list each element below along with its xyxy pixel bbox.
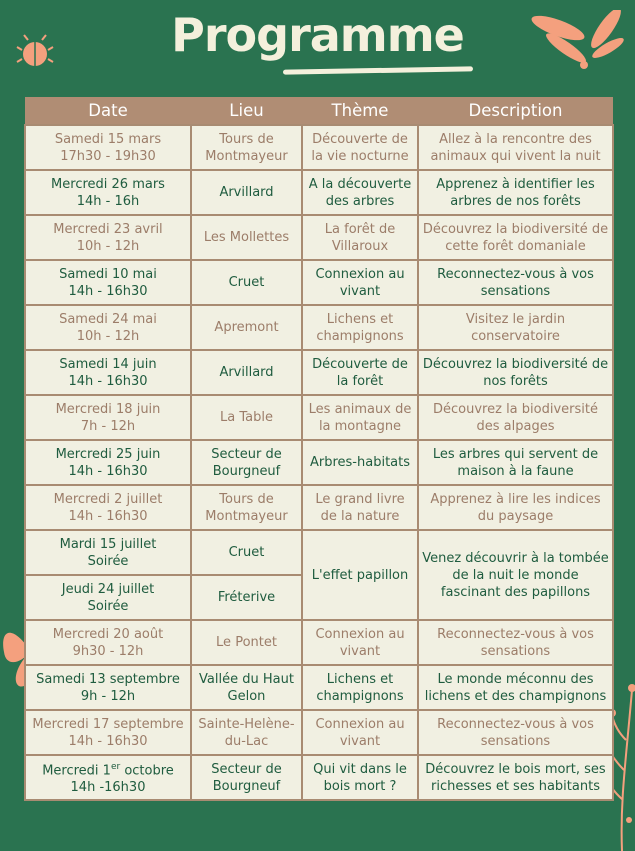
lieu-cell: Arvillard [191, 170, 302, 215]
date-cell: Samedi 10 mai 14h - 16h30 [25, 260, 191, 305]
lieu-cell: La Table [191, 395, 302, 440]
table-row [25, 620, 613, 665]
date-cell: Samedi 14 juin 14h - 16h30 [25, 350, 191, 395]
date-cell: Mercredi 25 juin 14h - 16h30 [25, 440, 191, 485]
theme-cell: Connexion au vivant [302, 620, 418, 665]
lieu-cell: Les Mollettes [191, 215, 302, 260]
theme-cell: Lichens et champignons [302, 665, 418, 710]
lieu-cell: Tours de Montmayeur [191, 125, 302, 170]
description-cell: Les arbres qui servent de maison à la faune [418, 440, 613, 485]
lieu-cell: Le Pontet [191, 620, 302, 665]
header-date: Date [25, 97, 191, 125]
theme-cell: Lichens et champignons [302, 305, 418, 350]
header-lieu: Lieu [191, 97, 302, 125]
date-cell: Mercredi 18 juin 7h - 12h [25, 395, 191, 440]
lieu-cell: Apremont [191, 305, 302, 350]
description-cell: Visitez le jardin conservatoire [418, 305, 613, 350]
description-cell: Reconnectez-vous à vos sensations [418, 260, 613, 305]
table-row [25, 530, 613, 575]
description-cell: Apprenez à identifier les arbres de nos forêts [418, 170, 613, 215]
description-cell: Allez à la rencontre des animaux qui vivent la nuit [418, 125, 613, 170]
table-row [25, 440, 613, 485]
description-cell: Le monde méconnu des lichens et des champignons [418, 665, 613, 710]
description-cell-merged: Venez découvrir à la tombée de la nuit le monde fascinant des papillons [418, 530, 613, 620]
date-cell: Mercredi 23 avril 10h - 12h [25, 215, 191, 260]
lieu-cell: Cruet [191, 260, 302, 305]
lieu-cell: Vallée du Haut Gelon [191, 665, 302, 710]
header-description: Description [418, 97, 613, 125]
page-title: Programme [171, 8, 464, 62]
theme-cell: Connexion au vivant [302, 260, 418, 305]
table-row [25, 665, 613, 710]
title-underline [283, 66, 473, 74]
table-row [25, 485, 613, 530]
theme-cell-merged: L'effet papillon [302, 530, 418, 620]
date-cell: Mercredi 2 juillet 14h - 16h30 [25, 485, 191, 530]
description-cell: Découvrez le bois mort, ses richesses et ses habitants [418, 755, 613, 800]
table-row [25, 170, 613, 215]
lieu-cell: Secteur de Bourgneuf [191, 755, 302, 800]
date-cell: Samedi 24 mai 10h - 12h [25, 305, 191, 350]
theme-cell: Découverte de la vie nocturne [302, 125, 418, 170]
table-row [25, 260, 613, 305]
table-row [25, 755, 613, 800]
lieu-cell: Sainte-Helène-du-Lac [191, 710, 302, 755]
table-row [25, 215, 613, 260]
date-cell: Jeudi 24 juillet Soirée [25, 575, 191, 620]
description-cell: Reconnectez-vous à vos sensations [418, 710, 613, 755]
theme-cell: Les animaux de la montagne [302, 395, 418, 440]
theme-cell: Découverte de la forêt [302, 350, 418, 395]
date-cell: Samedi 13 septembre 9h - 12h [25, 665, 191, 710]
programme-table [24, 97, 614, 801]
description-cell: Découvrez la biodiversité de nos forêts [418, 350, 613, 395]
description-cell: Apprenez à lire les indices du paysage [418, 485, 613, 530]
date-cell: Samedi 15 mars 17h30 - 19h30 [25, 125, 191, 170]
lieu-cell: Fréterive [191, 575, 302, 620]
date-cell: Mercredi 26 mars 14h - 16h [25, 170, 191, 215]
theme-cell: La forêt de Villaroux [302, 215, 418, 260]
theme-cell: Connexion au vivant [302, 710, 418, 755]
theme-cell: Qui vit dans le bois mort ? [302, 755, 418, 800]
table-row [25, 305, 613, 350]
lieu-cell: Cruet [191, 530, 302, 575]
lieu-cell: Arvillard [191, 350, 302, 395]
lieu-cell: Secteur de Bourgneuf [191, 440, 302, 485]
table-row [25, 350, 613, 395]
table-row [25, 395, 613, 440]
theme-cell: A la découverte des arbres [302, 170, 418, 215]
date-cell: Mercredi 1er octobre 14h -16h30 [25, 755, 191, 800]
table-header-row [25, 97, 613, 125]
date-cell: Mardi 15 juillet Soirée [25, 530, 191, 575]
description-cell: Découvrez la biodiversité des alpages [418, 395, 613, 440]
theme-cell: Arbres-habitats [302, 440, 418, 485]
table-row [25, 710, 613, 755]
table-row [25, 125, 613, 170]
description-cell: Reconnectez-vous à vos sensations [418, 620, 613, 665]
lieu-cell: Tours de Montmayeur [191, 485, 302, 530]
description-cell: Découvrez la biodiversité de cette forêt domaniale [418, 215, 613, 260]
date-cell: Mercredi 17 septembre 14h - 16h30 [25, 710, 191, 755]
theme-cell: Le grand livre de la nature [302, 485, 418, 530]
header-theme: Thème [302, 97, 418, 125]
date-cell: Mercredi 20 août 9h30 - 12h [25, 620, 191, 665]
